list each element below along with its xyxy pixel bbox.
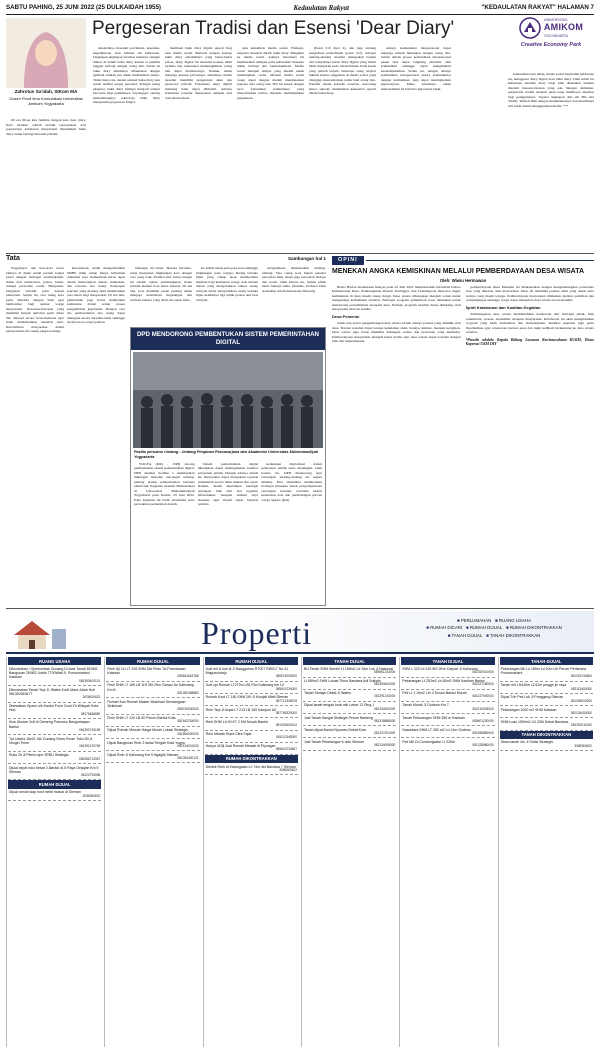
tata-heading: Tata [6, 255, 20, 262]
classified-ad-text: Dijual Bangunan Rmh 2 lantai Tengah Kota Yogya [107, 740, 185, 745]
dpd-group-photo [133, 352, 323, 448]
university-logo [508, 17, 594, 69]
feature-title: Pergeseran Tradisi dan Esensi 'Dear Diary' [92, 18, 455, 39]
classified-ad-phone: 081391219769 [79, 744, 101, 749]
classified-ad-phone: 087756320000 [275, 710, 297, 715]
classified-ad [303, 665, 396, 677]
classified-ad-text: Pekarangan Lt 252m2 Lb 82m2 SHM Kasihan Bantul [402, 679, 485, 684]
menu-rumah-dicari: ■ RUMAH DICARI [426, 625, 462, 630]
classified-ad-phone: 082134009000 [374, 743, 396, 748]
properti-top-rule [6, 608, 594, 609]
dpd-col-3: kebutuhan digitalisasi dalam pelayanan publik terus meningkat. Oleh karena itu, DPD mendorong agar rancangan undang-undang ini segera dibahas. Para akademisi memberikan berbagai masukan untuk penyempurnaan rancangan tersebut, terutama terkait keamanan data dan perlindungan privasi warga negara. (Ria) [261, 461, 323, 502]
classified-ad [8, 719, 101, 735]
classified-ad [205, 706, 298, 718]
classified-ad [401, 702, 494, 714]
author-photo [6, 18, 86, 88]
rumah-dijual-heading: RUMAH DIJUAL [8, 780, 101, 788]
classified-ad-text: Rmh SHM LT 165 LB 115 3Kt 2Km Garasi Jln Kaliurang Km 8 [107, 683, 194, 692]
classified-ad-text: Pek Lt 1 19m2 Lbr 3 Dusun Bantul Murah [402, 691, 467, 696]
tata-col-5: sebagaimana diamanatkan undang-undang. Tata ruang kota bukan sekadar persoalan fisik, tetapi juga persoalan budaya dan sosial. Oleh karena itu, semua pihak harus bekerja sama. (Penulis, Profesor Ilmu Arsitektur dan Perencanaan Wilayah) [262, 266, 326, 293]
classified-ad-phone: 081122345000 [275, 735, 297, 740]
classified-column-heading: TANAH DIJUAL [401, 657, 494, 665]
classified-ad-text: Rmh SHM Ld 90 KT 2 KM Murah Bantul [205, 719, 268, 724]
classified-ad [500, 706, 593, 718]
tata-col-3: lubangan ini benar. Mereka bersama-sama menyusun lingkungan kota dengan cara yang baik. Padahal jika bahwa fungsi ini adalah tujuan pembangunan, maka seluruh elemen kota harus bekerja. Di sisi lain, kota memiliki peran penting untuk menjaga kelestarian lingkungan dan warisan budaya yang telah ada sejak lama. [130, 266, 192, 302]
properti-menu [394, 617, 594, 639]
classified-ad-text: Pek Mh Di Condongcatur Lt 225m [402, 739, 456, 744]
feature-col-1: DI era 90-an kita familiar dengan kata dear diary. Kata tersebut adalah bentuk representasi dari popularnya kebiasaan masyarakat menuliskan buku diary untuk berbagi masalah pribadi, [6, 118, 86, 136]
feature-col-4: atau kehadiran media sosial. Efeknya, berpesta masalah dalam buku diary dibagikan ke media sosial. Adanya fenomena ini memberikan dampak pada kebutuhan manusia untuk berbagi dan berkomunikasi. Media sosial menjadi tempat yang mudah untuk membagikan cerita. Melalui media sosial orang dapat dengan mudah mendapatkan respons dari orang lain. Hal ini sesuai dengan teori kebutuhan komunikasi yang menyebutkan bahwa manusia membutuhkan pengakuan. [237, 46, 304, 100]
opini-byline: Oleh: Wiwiu Hermawan [439, 277, 487, 283]
classified-ad-phone: 085740000000 [177, 707, 199, 712]
dpd-banner: DPD MENDORONG PEMBENTUKAN SISTEM PEMERINTAHAN DIGITAL [131, 328, 325, 350]
author-role: Dosen Prodi Ilmu Komunikasi Universitas Amikom Yogyakarta [9, 95, 83, 106]
tata-col-2: Kerentanan, untuk mengendalikan SIMB, tidak cukup hanya berbentuk dokumen saja. Pemerintah harus tegas dalam menerapkan aturan, kebijakan, dan rencana tata ruang. Penerapan rencana yang matang akan memberikan rasa aman bagi masyarakat. Di sisi lain, pemerintah juga harus melibatkan komunitas dalam setiap proses pengambilan keputusan. Dengan cara ini, permasalahan tata ruang dapat ditangani secara bersama-sama sehingga tercipta kota yang nyaman. [67, 266, 125, 324]
classified-ad [500, 682, 593, 694]
opini-col2b-text: Pembangunan desa wisata membutuhkan kolaborasi dari berbagai pihak, baik pemerintah, swasta, akademisi, maupun masyarakat. Kolaborasi ini akan menghasilkan program yang lebih berkualitas dan berkelanjutan. Kualitas kegiatan juga perlu diperhatikan agar wisatawan merasa puas dan ingin kembali berkunjung ke desa wisata tersebut. [465, 312, 594, 335]
uni-slogan: Creative Economy Park [520, 42, 582, 48]
classified-ad-phone: 081393749159 [79, 727, 101, 732]
section-page: "KEDAULATAN RAKYAT" HALAMAN 7 [481, 4, 594, 12]
classified-ad-text: Dikontrakan Tanah Tepi Jl. Wates Km8 Utara Jalan Hub 081392963477 [9, 687, 96, 696]
feature-col-2: masalahnya masalah percintaan, kesenian, kegembiraan atau bahkan sih kebiasaan. Ungkapan-ungkapan tersebut tentunya sengaja dibuat di dalam buku diary karena si pemilik enggan berbagi dengan orang lain. Sebab isi buku diary umumnya difokuskan dengan gembok bahkan pin untuk memastikan isinya. Tidak hanya itu, desain sampul buku diary pun selalu terlihat sangat personal. Sebagai ruang ekspresi, buku diary mampu menjadi tempat bercerita bagi pemiliknya. Sayangnya, seiring berkembangnya teknologi buku diary mengalami pergeseran fungsi. [93, 46, 160, 104]
classified-ad-text: Rmh Ujl 2Lt LT 228 SHM Dkt Pintu Tol Prambanan Kalasan [107, 666, 186, 676]
classified-column [399, 657, 495, 1047]
classified-ad-phone: 08122793055 [80, 773, 101, 778]
properti-title: Properti [201, 615, 313, 651]
classified-ad [8, 752, 101, 764]
classified-ad-phone: 081393400101 [79, 678, 101, 683]
tata-continued: Sambungan hal 1 [287, 256, 326, 261]
classified-ad [205, 731, 298, 743]
classified-column [104, 657, 200, 1047]
classified-ad-text: Jual Tanah Pekarangan 6 ubin Sleman [303, 739, 365, 744]
opini-col2-text: pemberdayaan Desa Pemenui ini dilaksanakan dengan mengembangkan pariwisata desa yang dikelola oleh masyarakat. Desa ini memiliki potensi alam yang indah serta budaya yang masih terjaga. Pemberdayaan masyarakat dilakukan melalui pelatihan dan pendampingan sehingga warga dapat mengelola desa wisata secara mandiri. [465, 284, 594, 303]
classified-ad-phone: 081328880000 [472, 743, 494, 748]
uni-city: YOGYAKARTA [543, 33, 569, 38]
dpd-col-2: Sistem pemerintahan digital diharapkan dapat meningkatkan kualitas pelayanan publik. Dengan adanya sistem ini, masyarakat dapat mengakses layanan pemerintah secara lebih mudah dan cepat. Namun, masih diperlukan berbagai persiapan baik dari sisi regulasi, infrastruktur, maupun sumber daya manusia agar sistem dapat berjalan optimal. [197, 461, 259, 507]
classified-ad-phone: 081391234500 [570, 674, 592, 679]
classified-ad [303, 702, 396, 714]
classified-ad [106, 665, 199, 681]
classified-ad-phone: 082227180000 [472, 682, 494, 687]
classified-ad-phone: 081393400000 [374, 682, 396, 687]
classified-ad [106, 727, 199, 739]
classified-ad [303, 714, 396, 726]
classified-ad-text: Rumah Kost LT 180 SHM 2Kt Jl Monjali Mlati Sleman [205, 695, 289, 700]
dpd-caption: Pasilis peruamu Undang - Undang Pimpinan Pascasarjana dan Akademisi Universitas Muhammadiyah Yogyakarta [134, 449, 319, 459]
group-photo-icon [133, 352, 323, 448]
classified-ad-phone: 081392010000 [472, 670, 494, 675]
classified-ad-phone: 082134001000 [177, 743, 199, 748]
feature-col-6: adanya komunikasi interpersonal dapat menjaga sebuah hubungan dengan orang lain. Selain dalam proses komunikasi interpersonal pesan bisa dapat langsung diterima oleh komunikan sehingga dapat menghindari kesalahpahaman. Selain itu, dengan adanya komunikasi interpersonal antara komunikator dengan komunikan, juga dapat meningkatkan kepercayaan. Maka sebaiknya untuk mencurahkan isi hati kita juga harus bijak. [381, 46, 451, 91]
rumah-dikontrakkan-heading: RUMAH DIKONTRAKKAN [205, 755, 298, 763]
classified-ad-phone: 085601230000 [472, 718, 494, 723]
classified-ad-text: Dijual rumah siap huni mebil masuk di Sleman [9, 790, 81, 795]
classified-ad-text: Tanah Sedayu Dekat Jl Wates [303, 691, 351, 696]
classified-ad-phone: 082286712067 [79, 756, 101, 761]
classified-ad [303, 726, 396, 738]
classified-ad-phone: 081393400102 [275, 723, 297, 728]
classified-ad-text: Tanah Murah Jl Godean Km 7 [402, 703, 449, 708]
classified-ad [106, 698, 199, 714]
opini-subhead-1: Desa Pemenui [332, 313, 360, 319]
classified-ad [8, 789, 101, 801]
classified-column [301, 657, 397, 1047]
classified-ad-text: Jual mh & kos di Jl Nangguhan RT007 RW017 No 41 Maguwoharjo [205, 666, 289, 676]
classified-ad [401, 738, 494, 750]
classified-ad-phone: 087712345678 [275, 698, 297, 703]
classified-ad [500, 718, 593, 730]
classified-ad [205, 665, 298, 681]
classified-ad-phone: 081282458883 [177, 690, 199, 695]
classified-ad-text: SHM Luas 1590m2 LD 20M Dekat Bandara [500, 719, 569, 724]
classified-ad-phone: 081392011000 [570, 723, 592, 728]
classified-ad [205, 743, 298, 755]
classified-ad-text: Dijual cepat ruko besar 2,5lantai di Jl Raya Gejayan Km 5 Sleman [9, 765, 99, 774]
uni-name: AMIKOM [543, 22, 584, 33]
issue-date: SABTU PAHING, 25 JUNI 2022 (25 DULKAIDAH 1955) [6, 4, 161, 12]
author-portrait-icon [6, 18, 86, 88]
classified-column-heading: RUMAH DIJUAL [106, 657, 199, 665]
feature-col-7: komunikasi pun mirip, media sosial berpindah kebiasaan ini, menggeser diary digital atau buku diary. Oleh sebab itu kebiasaan menulis diary tetap baik dilakukan asalkan disadari batasan-batasan yang ada. Dengan demikian, pergeseran tradisi tersebut akan tetap membawa manfaat bagi penggunanya. Seperti ungkapan dari Ali Bin Abi Thalib, 'Ikatlah ilmu dengan menuliskannya' dan hendaknya kita bijak dalam menggunakan media. *** [508, 72, 594, 108]
classified-ad-text: Lt 589m2 SHM Lokasi Timur Bandara Adi Sutjipto [303, 679, 381, 684]
opini-footnote: *Penulis adalah: Kepala Bidang Layanan Kewirausahaan KUKM, Dinas Koperasi UKM DIY [465, 337, 594, 347]
tanah-dikontrakkan-heading: TANAH DIKONTRAKKAN [500, 731, 593, 739]
classified-ad-text: Kios Ukuran 3x6 di Gemeng Potoroso Banguntapan Bantul [9, 720, 90, 729]
classified-ad [401, 665, 494, 677]
classified-ad [401, 714, 494, 726]
classified-ad-text: Jual cpt Rumah LT272m LB170m Kaliurang km 14 [205, 683, 284, 688]
classified-column-heading: RUMAH DIJUAL [205, 657, 298, 665]
classified-column [6, 657, 102, 1047]
menu-tanah-dijual: ■ TANAH DIJUAL [448, 633, 483, 638]
classified-ad [401, 678, 494, 690]
classified-ad [8, 735, 101, 751]
classified-ad-phone: 085601234567 [275, 747, 297, 752]
menu-rumah-dijual: ■ RUMAH DIJUAL [466, 625, 502, 630]
header-rule [6, 14, 594, 15]
classified-ad [303, 678, 396, 690]
uni-top-label: UNIVERSITAS [543, 17, 568, 22]
classified-ad-phone: 085601234000 [275, 686, 297, 691]
classified-ad-phone: 3/0808/0622 [82, 793, 101, 798]
classified-ad-text: Dijual Tnh Pek Lok Jl Panggang Sleman [500, 695, 564, 700]
classified-ad-phone: 085961234000 [374, 670, 396, 675]
opini-col1-text: Berita Harian Kedaulatan Rakyat pada 22 Juni 2022 memberitakan informasi bahwa Kementerian Desa, Pembangunan Daerah Tertinggal, dan Transmigrasi mencatat angka kemiskinan di desa masih cukup tinggi. Desa wisata diharapkan menjadi solusi untuk mengurangi kemiskinan tersebut. Berbagai program pemerintah terus dilakukan untuk mendorong pertumbuhan ekonomi desa. Namun, program tersebut harus didukung oleh masyarakat desa itu sendiri. [332, 284, 461, 312]
menu-ruang-usaha: ■ RUANG USAHA [495, 618, 531, 623]
classified-ad-phone: 3/03802/622 [82, 695, 101, 700]
classified-ad-text: Rmh SHM LT 120 LB 60 Perum Bantul Kota [107, 716, 176, 721]
classified-column-heading: TANAH DIJUAL [303, 657, 396, 665]
classified-ad-text: Rmh Mewah Bumi Citra Fajar [205, 732, 252, 736]
classified-ad [8, 665, 101, 686]
classified-ad-phone: 081227000000 [472, 694, 494, 699]
classified-column-heading: RUANG USAHA [8, 657, 101, 665]
classified-ad-phone: 082134005000 [472, 706, 494, 711]
menu-perlumahan: ■ PERLUMAHAN [457, 618, 491, 623]
classified-ad-text: Jual Tanah Sangat Strategis Perum Banteng [303, 715, 373, 720]
classified-ad-phone: 3/0808/0622 [279, 767, 297, 772]
classified-ad [106, 682, 199, 698]
classified-ad-text: Hanya 410jt Jual Rumah Mewah di Piyungan [205, 744, 276, 749]
classified-column [498, 657, 594, 1047]
classified-ad [205, 694, 298, 706]
classified-ad-text: Tpt Usaha 15x21 Utk Gudang Show Room Toko Dll Jl. Imogiri Timur [9, 736, 94, 746]
classified-ad-text: Dikontrakan / Operkontrak Gudang Di Atas Tanah 810M2 Bangunan 250M2 Listrik 7700Watt Jl. Purwomartani Kalasan [9, 666, 98, 680]
classified-ad-phone: 081660000000 [177, 731, 199, 736]
classified-ad-text: Tanah mh LS440m LD12m pinggir jln raya [500, 683, 567, 688]
feature-col-3: membuat buku diary digital seperti blog atau media sosial. Berbeda dengan konsep buku diary sebelumnya yang benar-benar privat, diary digital ini menarik konsep lebih terbuka dan terkoneksi memungkinkan orang lain dapat membacanya. Namun, untuk menjaga konsep privasinya, umumnya media tersebut memiliki pengaturan akun dan password pribadi. Fenomena diary digital memang tidak dapat dihindari. Adanya fenomena tersebut merupakan dampak dari arus modernisasi. [165, 46, 232, 100]
classified-ad-text: SHM L 220 Lb 120 5Kt 2Km Carport Jl Kaliurang [402, 666, 478, 671]
classified-column [203, 657, 299, 1047]
classified-ad [205, 718, 298, 730]
masthead: Kedaulatan Rakyat [293, 3, 349, 12]
feature-bottom-rule [6, 253, 594, 254]
opini-section [332, 256, 594, 606]
opini-subhead-2: Spirit Kolaborasi dan Kualitas Kegiatan [465, 304, 541, 310]
classified-ad [8, 686, 101, 702]
classified-ad-phone: 081558880000 [472, 731, 494, 735]
opini-label: OPINI [332, 256, 364, 265]
classified-ad-phone: 082113400000 [570, 686, 592, 691]
tata-head [6, 255, 326, 265]
menu-tanah-dikontrakkan: ■ TANAH DIKONTRAKKAN [486, 633, 540, 638]
classified-ad [205, 682, 298, 694]
classified-column-heading: TANAH DIJUAL [500, 657, 593, 665]
menu-rumah-dikontrakkan: ■ RUMAH DIKONTRAKKAN [506, 625, 562, 630]
classified-ad-phone: 08175488880 [80, 711, 101, 716]
classified-ad-text: BU Tanah SHM Sendiri Lt 169m2 Ld 15m Lok Jl Nasional [303, 666, 393, 671]
classified-ad-phone: 081391234000 [374, 694, 396, 699]
tata-col-1: Yogyakarta dan kota-kota besar lainnya di dunia sudah pernah sangat padat dengan berbagai permasalahan, mulai dari kemacetan, polusi, banjir, sampai persoalan sosial. Bangunan-bangunan terlebih pada daerah perkotaan. Selain itu, tata ruang kota perlu dikelola dengan baik agar bermanfaat bagi semua warga masyarakat. Kawasan-kawasan yang memiliki banyak aktivitas perlu ditata dan diawasi secara terus-menerus agar tidak menimbulkan masalah baru. Keterlibatan masyarakat dalam perencanaan tata ruang sangat penting. [6, 266, 64, 333]
properti-banner [6, 611, 594, 654]
house-illustration-icon [10, 615, 70, 651]
classified-ad-phone: 082134000000 [570, 710, 592, 715]
classified-ad [500, 739, 593, 751]
classified-ad [106, 715, 199, 727]
opini-title: MENEKAN ANGKA KEMISKINAN MELALUI PEMBERDAYAAN DESA WISATA [332, 267, 585, 275]
classified-ad-text: Sewa tanah 4m Jl Glalsi Strategis [500, 740, 553, 745]
classified-ad [106, 739, 199, 751]
page-header [6, 2, 594, 14]
classified-ad [205, 763, 298, 775]
opini-col1b-text: Salah satu syarat pengembangan desa wisata adalah adanya potensi yang dimiliki oleh desa. Potensi tersebut dapat berupa keindahan alam, budaya, kuliner, maupun kerajinan. Desa wisata juga harus memiliki dukungan sarana dan prasarana yang memadai. Pemberdayaan masyarakat menjadi kunci utama agar desa wisata dapat berjalan dengan baik dan berkelanjutan. [332, 321, 461, 344]
classified-ad-text: Disewakan Space u/k Kantor Food Court Di Wilayah Kota Hub [9, 704, 99, 713]
classified-ad-phone: 081393400121 [177, 755, 199, 760]
classified-ad-phone: 081642234000 [177, 719, 199, 724]
classified-ad-text: Dijual Rumah Mewah Harga Murah Lokasi Strategis [107, 728, 188, 733]
classified-ad-text: Pekarangan Mh Ls 165m Ld 10m Utr Perum Pertamina Purwomartani [500, 666, 587, 676]
classified-ad-text: Rumah Kos Rumah Makan Wukirsari Sendangsari Wukirsari [107, 699, 186, 709]
classified-ad-text: Dijual Rmh Jl Kaliurang Km 9 Ngaglik Sleman [107, 752, 179, 757]
classified-ad [303, 738, 396, 750]
author-name: Zahrotus Sa'idah, SIKom MA [14, 89, 78, 94]
classified-ad [500, 694, 593, 706]
classified-ad-phone: 081227001000 [374, 731, 396, 735]
author-box [6, 89, 86, 106]
classified-ad [106, 751, 199, 763]
classified-ad [8, 764, 101, 780]
classified-ad [8, 703, 101, 719]
classified-ad-phone: 081328000000 [570, 698, 592, 703]
classified-ad-text: Dijual tanah tengah kota mlh Lebar 12 Ring 1 [303, 703, 375, 708]
classified-ad-phone: 3/0808/0622 [574, 743, 592, 748]
classified-ad-phone: 085974000000 [275, 674, 297, 679]
classified-ad-text: Rmh Tepi Jl Aspal LT 213 LB 150 Kampus UII [205, 707, 277, 712]
classified-ad-phone: 082134000000 [374, 706, 396, 711]
classified-ad-text: Nusantara SHM LT 350 m2 Ld 14m Godean [402, 727, 471, 732]
classified-ad-text: Ruko 2lt Jl.Plered dpn SPBU Strategis [9, 753, 69, 758]
classified-ad-text: Dikntrk Rmh di Karangwaru Lt 74m dkt Bandara 7 Sleman [205, 764, 296, 769]
classified-ad [401, 690, 494, 702]
dpd-news-box [130, 327, 326, 606]
classified-ad [303, 690, 396, 702]
classified-ad-text: Tanah dijual Bantul Nyaman Dekat Kota [303, 727, 366, 732]
classified-ad [500, 665, 593, 681]
feature-col-5: (Pesal 310 Ayat 2), dan juga tentang pengaduan palsu/fitnah (pasal 317). Adanya undang-undang tersebut merupakan bagian dari banyaknya kasus diary digital yang mulai lebih mengarah pada ranah hukum. Pada kasus yang pernah terjadi, beberapa orang terjerat hukum karena unggahan di media sosial yang dianggap mencemarkan nama baik orang lain. Padahal dalam konteks tersebut, seseorang hanya sekadar menuliskan kekesalan seperti dalam buku diary. [309, 46, 376, 95]
classified-ad-phone: 081328888000 [374, 718, 396, 723]
classified-ad-text: Tanah Pekarangan SHM 350 m Kalasan [402, 715, 465, 720]
dpd-col-1: YOGYA (KR) - DPD dorong pembentukan sistem pemerintahan digital. DPD melalui Komite I memberikan dukungan terhadap rancangan undang-undang sistem pemerintahan berbasis elektronik. Kegiatan tersebut dilaksanakan di Universitas Muhammadiyah Yogyakarta pada Kamis, 23 Juni 2022. Pada kegiatan ini hadir akademisi serta perwakilan pemerintah daerah. [134, 461, 195, 507]
classified-ad-phone: 085641518786 [177, 674, 199, 679]
classified-ad [401, 726, 494, 738]
amikom-emblem-icon [519, 17, 541, 39]
classifieds-grid [6, 657, 594, 1047]
tata-col-4: ke dalam tanah paru-paru kota sehingga lingkungan tetap terjaga. Ruang terbuka hijau yang cukup akan memberikan manfaat bagi kesehatan warga. Ada sebuah aturan yang menyebutkan bahwa setiap wilayah harus menyediakan ruang terbuka hijau sedikitnya tiga puluh persen dari luas wilayah. [196, 266, 258, 302]
classified-ad-text: Pekarangan 1000 m2 SHM Kalasan [500, 707, 557, 712]
